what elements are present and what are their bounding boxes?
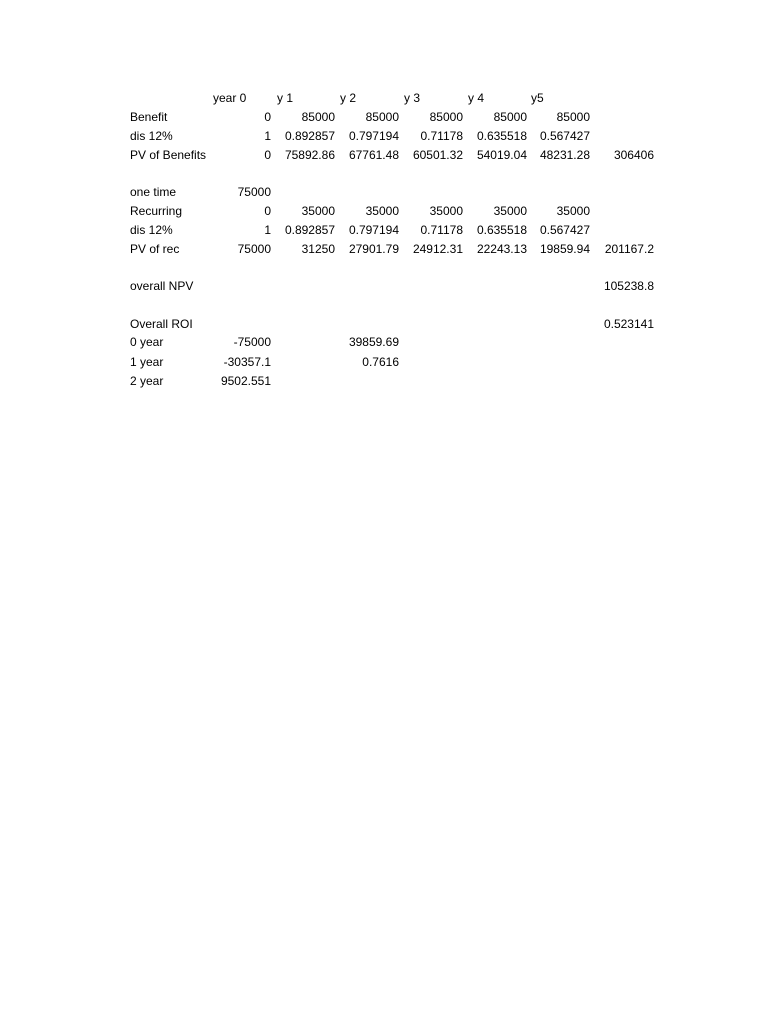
benefit-value: 85000 bbox=[365, 110, 399, 124]
recurring-value: 0 bbox=[264, 204, 271, 218]
benefit-value: 85000 bbox=[429, 110, 463, 124]
row-label-discount: dis 12% bbox=[130, 129, 173, 143]
header-year-0: year 0 bbox=[213, 91, 247, 105]
npv-value: 105238.8 bbox=[603, 279, 654, 293]
discount-value: 0.567427 bbox=[539, 129, 590, 143]
row-label-pv-rec: PV of rec bbox=[130, 242, 180, 256]
row-label-pv-benefits: PV of Benefits bbox=[130, 148, 207, 162]
pv-rec-value: 75000 bbox=[237, 242, 271, 256]
discount-value: 0.797194 bbox=[348, 129, 399, 143]
row-label-npv: overall NPV bbox=[130, 279, 194, 293]
row-label-one-time: one time bbox=[130, 185, 177, 199]
discount-value: 0.635518 bbox=[476, 223, 527, 237]
payback-value: -75000 bbox=[233, 335, 271, 349]
discount-value: 0.71178 bbox=[420, 223, 463, 237]
pv-rec-value: 22243.13 bbox=[476, 242, 527, 256]
benefit-value: 85000 bbox=[556, 110, 590, 124]
discount-value: 0.892857 bbox=[284, 223, 335, 237]
payback-value: 9502.551 bbox=[220, 374, 271, 388]
recurring-value: 35000 bbox=[556, 204, 590, 218]
recurring-value: 35000 bbox=[365, 204, 399, 218]
header-y3: y 3 bbox=[404, 91, 421, 105]
benefit-value: 0 bbox=[264, 110, 271, 124]
row-label-payback: 1 year bbox=[130, 355, 164, 369]
discount-value: 1 bbox=[264, 129, 271, 143]
pv-rec-value: 19859.94 bbox=[539, 242, 590, 256]
one-time-value: 75000 bbox=[237, 185, 271, 199]
recurring-value: 35000 bbox=[493, 204, 527, 218]
row-label-discount: dis 12% bbox=[130, 223, 173, 237]
payback-value: -30357.1 bbox=[223, 355, 271, 369]
roi-value: 0.523141 bbox=[603, 317, 654, 331]
row-label-payback: 2 year bbox=[130, 374, 164, 388]
header-y5: y5 bbox=[531, 91, 544, 105]
discount-value: 0.797194 bbox=[348, 223, 399, 237]
recurring-value: 35000 bbox=[301, 204, 335, 218]
row-label-roi: Overall ROI bbox=[130, 317, 193, 331]
header-y4: y 4 bbox=[468, 91, 485, 105]
pv-benefit-value: 48231.28 bbox=[539, 148, 590, 162]
payback-extra: 0.7616 bbox=[362, 355, 399, 369]
discount-value: 0.892857 bbox=[284, 129, 335, 143]
pv-benefit-value: 0 bbox=[264, 148, 271, 162]
pv-rec-value: 24912.31 bbox=[412, 242, 463, 256]
pv-benefit-value: 75892.86 bbox=[284, 148, 335, 162]
discount-value: 0.567427 bbox=[539, 223, 590, 237]
recurring-value: 35000 bbox=[429, 204, 463, 218]
pv-benefit-value: 67761.48 bbox=[348, 148, 399, 162]
discount-value: 0.635518 bbox=[476, 129, 527, 143]
row-label-recurring: Recurring bbox=[130, 204, 183, 218]
discount-value: 1 bbox=[264, 223, 271, 237]
row-label-benefit: Benefit bbox=[130, 110, 168, 124]
pv-benefits-total: 306406 bbox=[613, 148, 654, 162]
header-y2: y 2 bbox=[340, 91, 357, 105]
benefit-value: 85000 bbox=[493, 110, 527, 124]
pv-benefit-value: 54019.04 bbox=[476, 148, 527, 162]
payback-extra: 39859.69 bbox=[348, 335, 399, 349]
header-y1: y 1 bbox=[277, 91, 294, 105]
pv-rec-value: 27901.79 bbox=[348, 242, 399, 256]
pv-benefit-value: 60501.32 bbox=[412, 148, 463, 162]
discount-value: 0.71178 bbox=[420, 129, 463, 143]
row-label-payback: 0 year bbox=[130, 335, 164, 349]
pv-rec-value: 31250 bbox=[301, 242, 335, 256]
pv-rec-total: 201167.2 bbox=[604, 242, 654, 256]
benefit-value: 85000 bbox=[301, 110, 335, 124]
